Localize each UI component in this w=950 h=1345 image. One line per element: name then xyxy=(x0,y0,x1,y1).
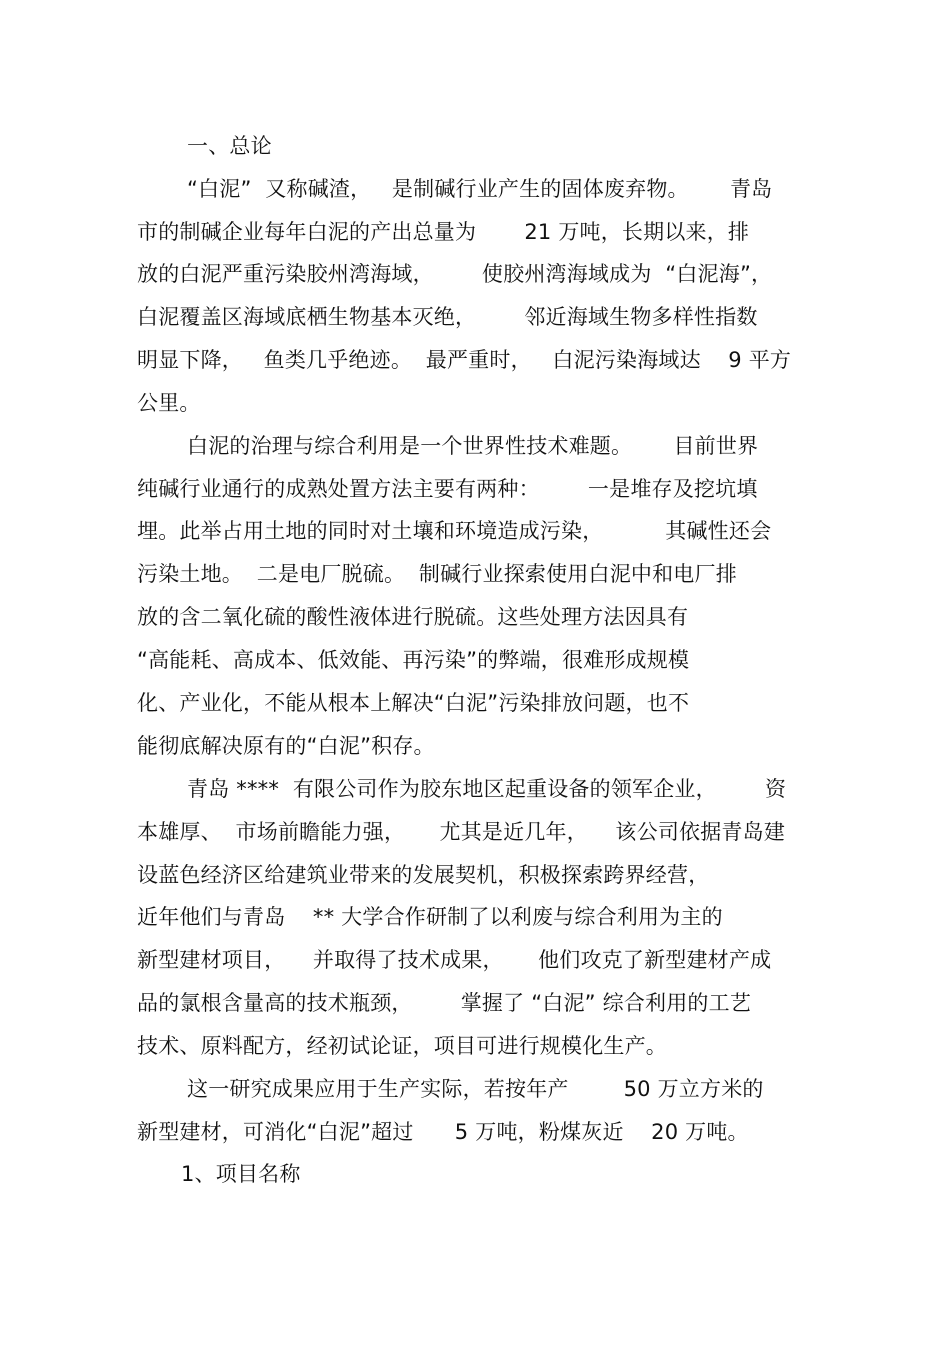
paragraph-2-line-5: 放的含二氧化硫的酸性液体进行脱硫。这些处理方法因具有 xyxy=(137,605,689,629)
paragraph-2-line-1: 白泥的治理与综合利用是一个世界性技术难题。 目前世界 xyxy=(187,434,759,458)
paragraph-3-line-5: 新型建材项目， 并取得了技术成果， 他们攻克了新型建材产成 xyxy=(137,948,772,972)
paragraph-3-line-4: 近年他们与青岛 ** 大学合作研制了以利废与综合利用为主的 xyxy=(137,905,723,929)
paragraph-1-line-6: 公里。 xyxy=(137,391,201,415)
paragraph-4-line-2: 新型建材，可消化“白泥”超过 5 万吨，粉煤灰近 20 万吨。 xyxy=(137,1120,749,1144)
paragraph-2-line-7: 化、产业化，不能从根本上解决“白泥”污染排放问题，也不 xyxy=(137,691,690,715)
subsection-title: 1、项目名称 xyxy=(181,1162,301,1186)
paragraph-1-line-4: 白泥覆盖区海域底栖生物基本灭绝， 邻近海域生物多样性指数 xyxy=(137,305,758,329)
paragraph-2-line-8: 能彻底解决原有的“白泥”积存。 xyxy=(137,734,435,758)
paragraph-3-line-2: 本雄厚、 市场前瞻能力强， 尤其是近几年， 该公司依据青岛建 xyxy=(137,820,786,844)
paragraph-3-line-1: 青岛 **** 有限公司作为胶东地区起重设备的领军企业， 资 xyxy=(187,777,787,801)
paragraph-2-line-4: 污染土地。 二是电厂脱硫。 制碱行业探索使用白泥中和电厂排 xyxy=(137,562,737,586)
paragraph-2-line-2: 纯碱行业通行的成熟处置方法主要有两种： 一是堆存及挖坑填 xyxy=(137,477,758,501)
paragraph-1-line-2: 市的制碱企业每年白泥的产出总量为 21 万吨，长期以来，排 xyxy=(137,220,750,244)
paragraph-1-line-1: “白泥” 又称碱渣， 是制碱行业产生的固体废弃物。 青岛 xyxy=(187,177,773,201)
paragraph-1-line-5: 明显下降， 鱼类几乎绝迹。 最严重时， 白泥污染海域达 9 平方 xyxy=(137,348,792,372)
paragraph-4-line-1: 这一研究成果应用于生产实际，若按年产 50 万立方米的 xyxy=(187,1077,764,1101)
section-title: 一、总论 xyxy=(187,134,272,158)
paragraph-1-line-3: 放的白泥严重污染胶州湾海域， 使胶州湾海域成为 “白泥海”， xyxy=(137,262,773,286)
paragraph-2-line-3: 埋。此举占用土地的同时对土壤和环境造成污染， 其碱性还会 xyxy=(137,519,772,543)
paragraph-2-line-6: “高能耗、高成本、低效能、再污染”的弊端，很难形成规模 xyxy=(137,648,690,672)
paragraph-3-line-6: 品的氯根含量高的技术瓶颈， 掌握了 “白泥” 综合利用的工艺 xyxy=(137,991,752,1015)
paragraph-3-line-7: 技术、原料配方，经初试论证，项目可进行规模化生产。 xyxy=(137,1034,667,1058)
paragraph-3-line-3: 设蓝色经济区给建筑业带来的发展契机，积极探索跨界经营， xyxy=(137,863,710,887)
